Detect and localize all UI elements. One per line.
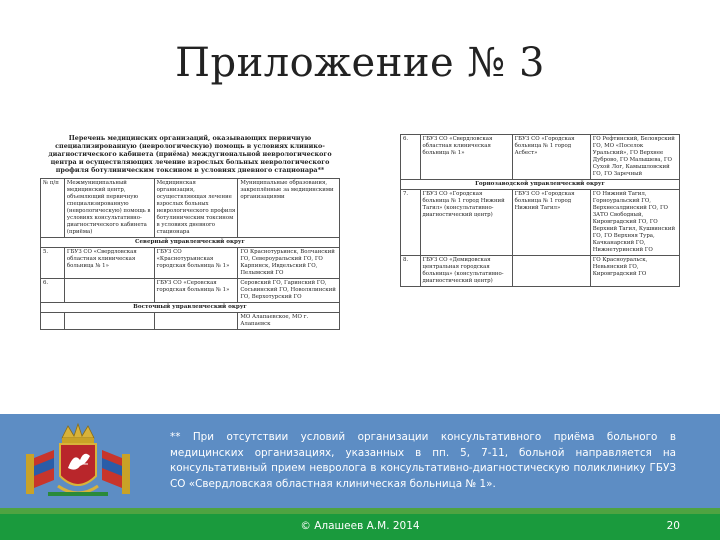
scanned-document-left (40, 128, 340, 400)
table-cell: МО Алапаевское, МО г. Алапаевск (238, 313, 340, 330)
table-cell: ГБУЗ СО «Городская больница № 1 город Нижний Тагил» (512, 190, 590, 256)
table-row (41, 279, 340, 303)
table-cell: ГБУЗ СО «Краснотурьинская городская больница № 1» (154, 248, 238, 279)
copyright-text: © Алашеев А.М. 2014 (300, 520, 420, 532)
table-cell: 6. (41, 279, 65, 303)
region-row (41, 238, 340, 248)
table-row (401, 256, 680, 287)
document-table-right (400, 134, 680, 287)
table-cell: 8. (401, 256, 421, 287)
table-cell: Серовский ГО, Гаринский ГО, Сосьвинский ГО, Новолялинский ГО, Верхотурский ГО (238, 279, 340, 303)
table-cell: ГБУЗ СО «Свердловская областная клиническая больница № 1» (420, 135, 512, 180)
table-cell (41, 313, 65, 330)
document-table-left (40, 178, 340, 330)
page-number: 20 (666, 520, 680, 532)
table-cell: 7. (401, 190, 421, 256)
document-heading: Перечень медицинских организаций, оказывающих первичную специализированную (неврологическую) помощь в условиях клинико-диагностического кабинета (приёма) междугиональной неврологического центра и осуществляющих лечение взрослых больных неврологического профиля ботулиническим токсином в условиях дневного стационара** (48, 134, 332, 174)
table-row (41, 248, 340, 279)
region-label: Горнозаводской управленческий округ (401, 180, 680, 190)
table-cell: ГО Краснотурьинск, Волчанский ГО, Североуральский ГО, ГО Карпинск, Ивдельский ГО, Пелымский ГО (238, 248, 340, 279)
slide-title: Приложение № 3 (175, 40, 545, 86)
table-cell: ГО Нижний Тагил, Горноуральский ГО, Верхнесалдинский ГО, ГО ЗАТО Свободный, Кировградский ГО, ГО Верхний Тагил, Кушвинский ГО, ГО Верхняя Тура, Качканарский ГО, Нижнетуринский ГО (590, 190, 679, 256)
table-cell: ГБУЗ СО «Свердловская областная клиническая больница № 1» (64, 248, 154, 279)
region-row (401, 180, 680, 190)
region-label: Восточный управленческий округ (41, 303, 340, 313)
table-cell (64, 313, 154, 330)
table-cell: ГО Рефтинский, Белоярский ГО, МО «Поселок Уральский», ГО Верхнее Дуброво, ГО Малышева, ГО Сухой Лог, Камышловский ГО, ГО Заречный (590, 135, 679, 180)
table-header-cell: Медицинская организация, осуществляющая лечение взрослых больных неврологического профиля ботулиническим токсином в условиях дневного стационара (154, 179, 238, 238)
table-header-cell: № п/п (41, 179, 65, 238)
footnote-text: ** При отсутствии условий организации консультативного приёма больного в медицинских организациях, указанных в пп. 5, 7-11, больной направляется на консультативный прием невролога в консультативно-диагностическую поликлинику ГБУЗ СО «Свердловская областная клиническая больница № 1». (170, 431, 676, 490)
coat-of-arms-icon (18, 420, 138, 502)
table-cell: ГБУЗ СО «Серовская городская больница № 1» (154, 279, 238, 303)
table-row (401, 135, 680, 180)
table-cell: ГО Красноуральск, Невьянский ГО, Кировградский ГО (590, 256, 679, 287)
scanned-document-right (400, 128, 680, 400)
region-row (41, 303, 340, 313)
region-label: Северный управленческий округ (41, 238, 340, 248)
table-header-row (41, 179, 340, 238)
table-cell: ГБУЗ СО «Демидовская центральная городская больница» (консультативно-диагностический центр) (420, 256, 512, 287)
table-cell (154, 313, 238, 330)
table-row (401, 190, 680, 256)
table-header-cell: Муниципальные образования, закреплённые за медицинскими организациями (238, 179, 340, 238)
table-cell: ГБУЗ СО «Городская больница № 1 город Нижний Тагил» (консультативно-диагностический центр) (420, 190, 512, 256)
table-header-cell: Межмуниципальный медицинский центр, объемлющий первичную специализированную (неврологическую) помощь в условиях консультативно-диагностического кабинета (приёма) (64, 179, 154, 238)
table-cell: ГБУЗ СО «Городская больница № 1 город Асбест» (512, 135, 590, 180)
table-cell: 5. (41, 248, 65, 279)
table-cell (64, 279, 154, 303)
table-cell (512, 256, 590, 287)
table-cell: 6. (401, 135, 421, 180)
table-row (41, 313, 340, 330)
